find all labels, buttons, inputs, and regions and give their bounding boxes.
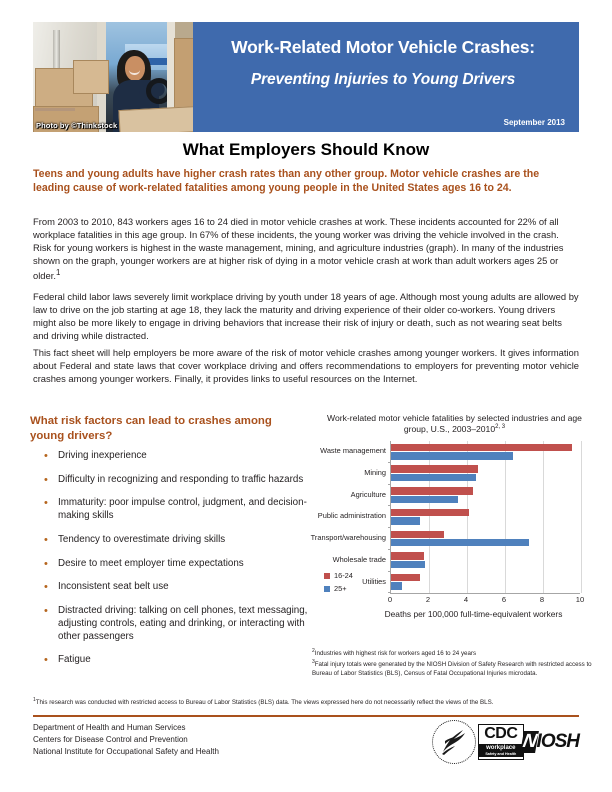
niosh-n-mark: N — [521, 731, 538, 752]
risk-factors-heading: What risk factors can lead to crashes among young drivers? — [30, 415, 272, 442]
chart-x-tick-label: 8 — [539, 595, 545, 605]
cdc-wordmark: CDC — [484, 725, 518, 742]
chart-x-tick-label: 10 — [575, 595, 585, 605]
chart-footnote-2-marker: 2 — [312, 648, 315, 654]
chart-legend — [324, 571, 353, 597]
footer-agency-line-3: National Institute for Occupational Safety and Health — [33, 747, 219, 756]
list-item: • Driving inexperience — [42, 450, 314, 463]
footer-logos — [432, 720, 579, 764]
legend-entry-25-plus — [324, 584, 353, 593]
page-title: What Employers Should Know — [182, 140, 430, 159]
chart-title-text: Work-related motor vehicle fatalities by selected industries and age group, U.S., 2003–2010 — [327, 413, 582, 435]
chart-bar — [391, 509, 469, 516]
chart-x-tick-label: 0 — [387, 595, 393, 605]
chart-x-axis-label: Deaths per 100,000 full-time-equivalent workers — [384, 609, 563, 620]
page-footnote-marker: 1 — [33, 697, 36, 703]
chart-category-label: Waste management — [320, 446, 386, 456]
list-item: • Difficulty in recognizing and responding to traffic hazards — [42, 474, 314, 487]
header-banner — [33, 22, 579, 132]
body-paragraph-2: Federal child labor laws severely limit workplace driving by youth under 18 years of age. Although most young adults are allowed by law to drive on the job starting at age 18, they lack the maturity and driving experience of their older co-workers. Young drivers might also be more likely to engage in driving behaviors that increase their risk of injury or death, such as not wearing seat belts and driving while distracted. — [33, 291, 579, 341]
footer-agency-block — [33, 722, 219, 758]
chart-footnote-2 — [312, 648, 592, 659]
banner-title-secondary: Preventing Injuries to Young Drivers — [250, 71, 516, 88]
chart-bar — [391, 487, 473, 494]
chart-bar — [391, 465, 478, 472]
chart-category-group — [364, 463, 580, 485]
photo-box-tape — [35, 108, 75, 111]
chart-x-tick-label: 4 — [463, 595, 469, 605]
chart-title-footnote-refs: 2, 3 — [495, 424, 506, 431]
photo-scene — [33, 22, 193, 132]
legend-entry-16-24 — [324, 571, 353, 580]
niosh-logo — [522, 731, 579, 753]
chart-footnote-2-text: Industries with highest risk for workers aged 16 to 24 years — [314, 650, 477, 658]
chart-category-label: Mining — [364, 468, 386, 478]
chart-bar — [391, 444, 572, 451]
body-paragraph-1-text: From 2003 to 2010, 843 workers ages 16 to 24 died in motor vehicle crashes at work. These incidents accounted for 22% of all workplace fatalities in this age group. In 67% of these incidents, the young worker was driving the vehicle involved in the crash. Risk for young workers is highest in the waste management, mining, and agriculture industries (graph). In many of the industries shown on the graph, younger workers are at higher risk of dying in a motor vehicle crash at work than adult workers ages 25 or older. — [33, 216, 564, 281]
chart-footnotes — [312, 648, 592, 679]
chart-category-label: Utilities — [362, 576, 386, 586]
chart-bar — [391, 539, 529, 546]
legend-label: 25+ — [334, 584, 347, 593]
footer-divider — [33, 715, 579, 717]
chart-bar — [391, 561, 425, 568]
photo-credit: Photo by ©Thinkstock — [36, 121, 118, 130]
list-item: • Inconsistent seat belt use — [42, 581, 314, 594]
chart-category-group — [320, 441, 580, 463]
chart-x-tick-labels — [387, 594, 585, 606]
footer-agency-line-2: Centers for Disease Control and Prevention — [33, 735, 188, 744]
chart-bar — [391, 574, 420, 581]
cdc-tagline-line-2: Safety and Health — [485, 751, 517, 756]
list-item: • Desire to meet employer time expectations — [42, 558, 314, 571]
chart-category-group — [317, 506, 580, 528]
footnote-ref-1: 1 — [55, 267, 61, 277]
footer-agency-line-1: Department of Health and Human Services — [33, 723, 186, 732]
banner-title-primary: Work-Related Motor Vehicle Crashes: — [231, 37, 535, 57]
list-item: • Tendency to overestimate driving skills — [42, 534, 314, 547]
cdc-logo — [478, 724, 524, 760]
list-item: • Distracted driving: talking on cell phones, text messaging, adjusting controls, eating and drinking, or interacting with other passengers — [42, 605, 314, 643]
niosh-wordmark: IOSH — [536, 731, 579, 752]
chart-category-label: Agriculture — [350, 489, 386, 499]
chart-x-tick-label: 2 — [425, 595, 431, 605]
list-item: • Immaturity: poor impulse control, judgment, and decision-making skills — [42, 497, 314, 522]
photo-cardboard-box — [118, 106, 193, 132]
hhs-eagle-icon — [439, 728, 469, 757]
hhs-seal-logo — [432, 720, 476, 764]
chart-category-group — [350, 485, 580, 507]
legend-swatch-icon — [324, 573, 330, 579]
photo-cardboard-box — [73, 60, 109, 94]
chart-title — [312, 413, 597, 435]
chart-category-group — [332, 550, 580, 572]
chart-bar — [391, 517, 420, 524]
chart-bar — [391, 474, 476, 481]
legend-label: 16-24 — [334, 571, 353, 580]
risk-factors-list — [42, 450, 314, 678]
chart-gridline — [581, 441, 582, 593]
chart-footnote-3 — [312, 659, 592, 679]
chart-bar — [391, 582, 402, 589]
header-photo — [33, 22, 193, 132]
cdc-tagline-line-1: workplace — [486, 744, 516, 751]
chart-x-tick-label: 6 — [501, 595, 507, 605]
legend-swatch-icon — [324, 586, 330, 592]
chart-category-group — [310, 528, 580, 550]
body-paragraph-1 — [33, 216, 579, 283]
cdc-tagline — [479, 744, 523, 757]
chart-category-label: Wholesale trade — [332, 554, 386, 564]
chart-category-label: Public administration — [317, 511, 386, 521]
chart-footnote-3-marker: 3 — [312, 659, 315, 666]
chart-bar — [391, 452, 513, 459]
chart-category-label: Transport/warehousing — [310, 533, 386, 543]
chart-bar — [391, 552, 424, 559]
list-item: • Fatigue — [42, 654, 314, 667]
publication-date: September 2013 — [503, 118, 565, 127]
chart-bar — [391, 531, 444, 538]
chart-panel — [312, 413, 597, 619]
page-footnote-text: This research was conducted with restricted access to Bureau of Labor Statistics (BLS) data. The views expressed here do not necessarily reflect the views of the BLS. — [35, 699, 494, 707]
photo-driver-face — [125, 56, 145, 81]
chart-category-group — [362, 572, 580, 594]
body-paragraph-3: This fact sheet will help employers be more aware of the risk of motor vehicle crashes among younger workers. It gives information about Federal and state laws that cover workplace driving and offers recommendations to employers for preventing motor vehicle crashes among younger workers. Finally, it provides links to useful resources on the Internet. — [33, 347, 579, 384]
page-footnote — [33, 697, 579, 708]
chart-footnote-3-text: Fatal injury totals were generated by the NIOSH Division of Safety Research with restricted access to Bureau of Labor Statistics (BLS), Census of Fatal Occupational Injuries microdata. — [312, 661, 592, 678]
banner-title-block — [193, 22, 579, 132]
chart-bar — [391, 496, 458, 503]
lead-paragraph: Teens and young adults have higher crash rates than any other group. Motor vehicle crashes are the leading cause of work-related fatalities among young people in the United States ages 16 to 24. — [33, 168, 540, 194]
